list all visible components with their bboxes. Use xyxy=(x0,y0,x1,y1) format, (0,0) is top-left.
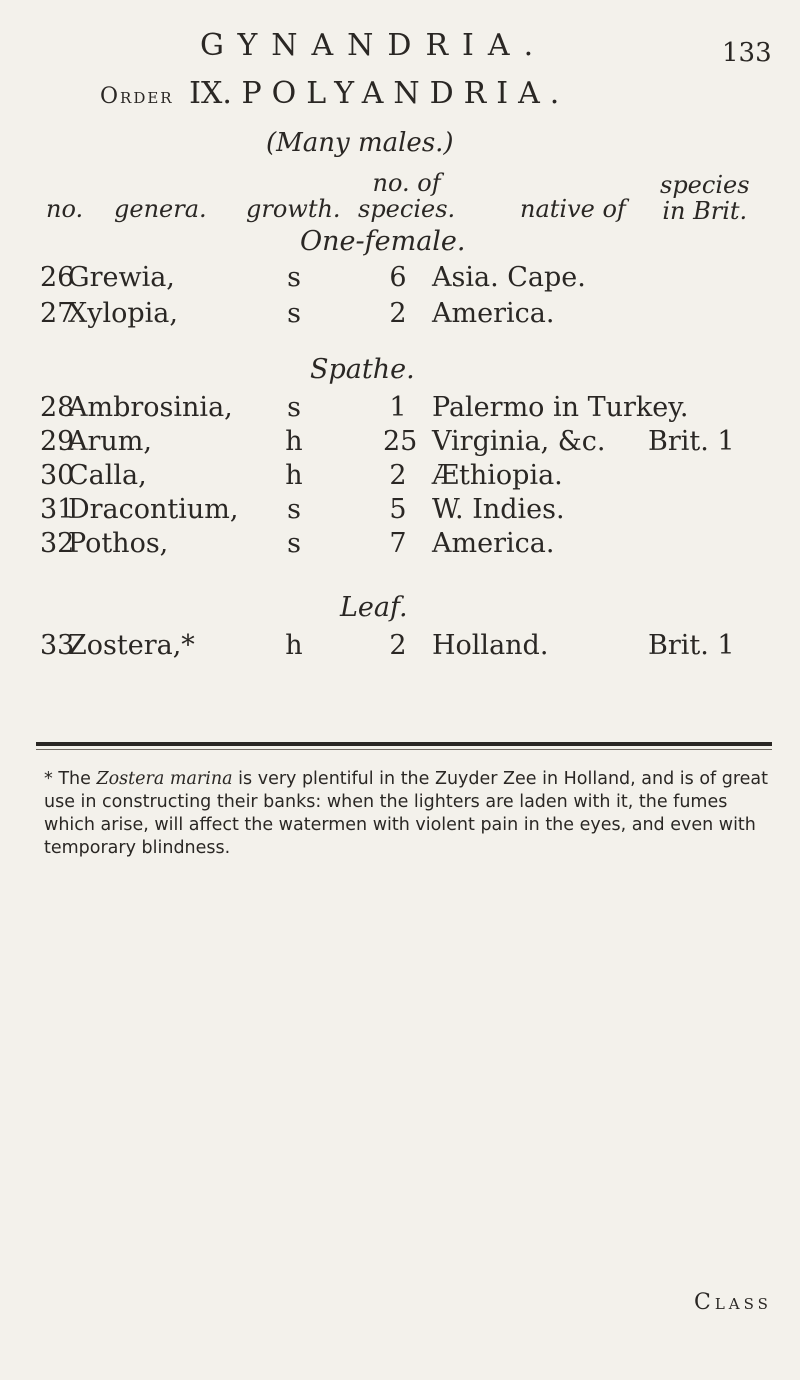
column-header-native-of: native of xyxy=(520,195,626,223)
row-number: 27 xyxy=(40,298,75,329)
row-species-count: 6 xyxy=(389,262,407,293)
footnote-divider-thin xyxy=(36,749,772,750)
footnote xyxy=(44,768,774,860)
row-genus: Dracontium, xyxy=(68,494,239,525)
catchword: Class xyxy=(694,1290,772,1315)
column-header-no-of: no. of xyxy=(372,169,441,197)
footnote-marker: * xyxy=(44,769,53,789)
row-species-count: 5 xyxy=(389,494,407,525)
table-row xyxy=(0,392,800,428)
table-row xyxy=(0,460,800,496)
row-number: 29 xyxy=(40,426,75,457)
row-species-count: 2 xyxy=(389,630,407,661)
row-genus: Calla, xyxy=(68,460,147,491)
row-native-of: America. xyxy=(432,528,555,559)
row-brit: Brit. 1 xyxy=(648,426,735,457)
order-label: Order xyxy=(100,84,174,109)
row-number: 33 xyxy=(40,630,75,661)
row-native-of: Asia. Cape. xyxy=(432,262,586,293)
row-native-of: Virginia, &c. xyxy=(432,426,606,457)
footnote-divider xyxy=(36,742,772,746)
row-species-count: 7 xyxy=(389,528,407,559)
section-title: One-female. xyxy=(300,226,466,257)
row-number: 26 xyxy=(40,262,75,293)
order-name: POLYANDRIA. xyxy=(241,76,570,111)
row-growth: s xyxy=(287,298,301,329)
table-row xyxy=(0,494,800,530)
row-genus: Pothos, xyxy=(68,528,169,559)
row-genus: Arum, xyxy=(68,426,152,457)
column-header-in-brit: in Brit. xyxy=(662,197,748,225)
section-title: Spathe. xyxy=(310,354,415,385)
row-native-of: Æthiopia. xyxy=(432,460,563,491)
column-header-genera: genera. xyxy=(114,195,207,223)
row-species-count: 2 xyxy=(389,460,407,491)
footnote-lead: The xyxy=(58,769,91,789)
table-row xyxy=(0,528,800,564)
row-number: 28 xyxy=(40,392,75,423)
row-growth: h xyxy=(285,630,303,661)
footnote-species-name: Zostera marina xyxy=(96,769,233,789)
row-growth: s xyxy=(287,392,301,423)
table-row xyxy=(0,426,800,462)
order-numeral: IX. xyxy=(189,76,232,111)
row-species-count: 2 xyxy=(389,298,407,329)
row-native-of: W. Indies. xyxy=(432,494,565,525)
column-header-species-in-brit xyxy=(660,172,750,224)
row-growth: s xyxy=(287,262,301,293)
row-growth: s xyxy=(287,528,301,559)
column-header-species: species. xyxy=(358,195,456,223)
table-row xyxy=(0,262,800,298)
row-species-count: 25 xyxy=(383,426,418,457)
row-growth: s xyxy=(287,494,301,525)
column-header-growth: growth. xyxy=(246,195,341,223)
table-row xyxy=(0,630,800,666)
row-genus: Xylopia, xyxy=(68,298,178,329)
row-number: 30 xyxy=(40,460,75,491)
row-species-count: 1 xyxy=(389,392,407,423)
table-row xyxy=(0,298,800,334)
order-heading xyxy=(100,76,569,111)
row-native-of: Palermo in Turkey. xyxy=(432,392,689,423)
row-genus: Ambrosinia, xyxy=(68,392,233,423)
row-growth: h xyxy=(285,460,303,491)
row-native-of: America. xyxy=(432,298,555,329)
column-header-no: no. xyxy=(46,195,84,223)
section-title: Leaf. xyxy=(340,592,408,623)
column-header-number-of-species xyxy=(358,170,455,222)
row-growth: h xyxy=(285,426,303,457)
row-number: 31 xyxy=(40,494,75,525)
order-subtitle: (Many males.) xyxy=(266,128,454,158)
running-title: GYNANDRIA. xyxy=(200,28,548,63)
row-genus: Grewia, xyxy=(68,262,175,293)
footnote-text: is very plentiful in the Zuyder Zee in Holland, and is of great use in constructing their banks: when the lighters are laden with it, the fumes which arise, will affect the watermen with violent pain in the eyes, and even with temporary blindness. xyxy=(44,769,769,858)
column-header-species-label: species xyxy=(660,171,750,199)
row-genus: Zostera,* xyxy=(68,630,195,661)
row-number: 32 xyxy=(40,528,75,559)
row-native-of: Holland. xyxy=(432,630,549,661)
row-brit: Brit. 1 xyxy=(648,630,735,661)
page-number: 133 xyxy=(722,38,772,68)
